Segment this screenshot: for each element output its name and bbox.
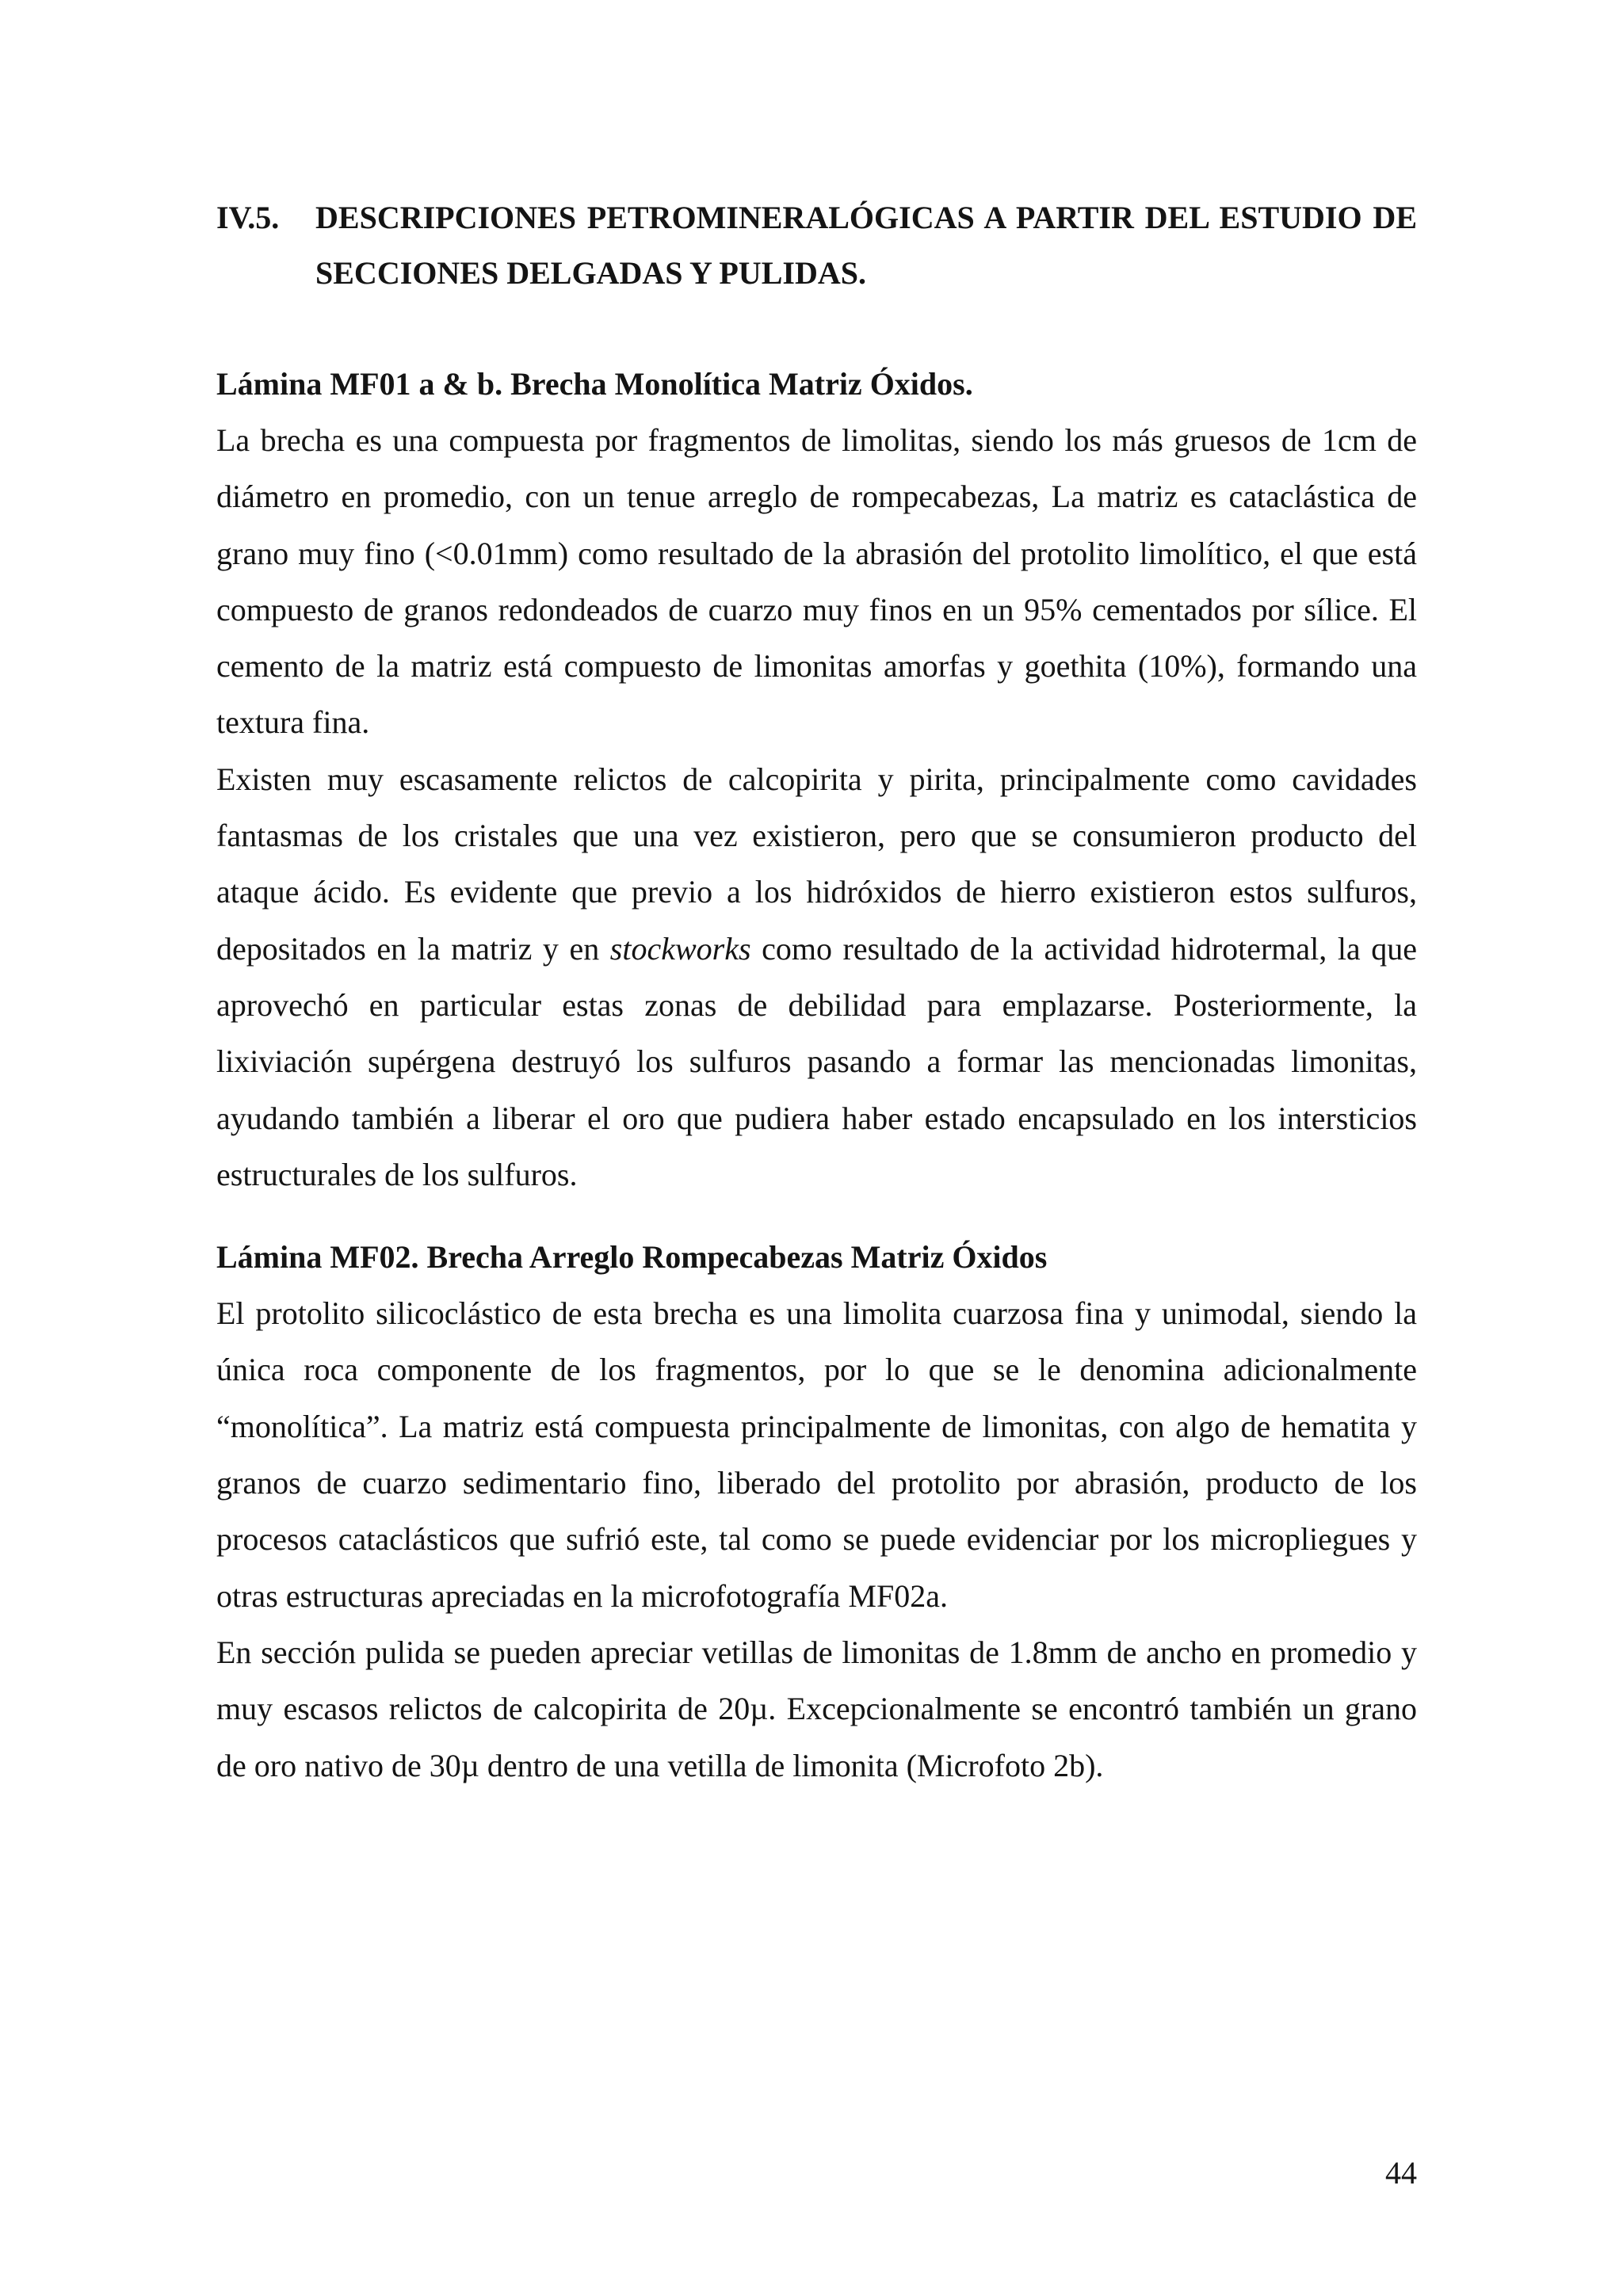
- lamina-mf01-paragraph-2-end: como resultado de la actividad hidrotermal, la que aprovechó en particular estas zonas de debilidad para emplazarse. Posteriormente, la lixiviación supérgena destruyó los sulfuros pasando a formar las mencionadas limonitas, ayudando también a liberar el oro que pudiera haber estado encapsulado en los intersticios estructurales de los sulfuros.: [216, 930, 1417, 1192]
- stockworks-term: stockworks: [609, 930, 751, 967]
- section-number: IV.5.: [216, 200, 280, 235]
- section-title: DESCRIPCIONES PETROMINERALÓGICAS A PARTIR DEL ESTUDIO DE SECCIONES DELGADAS Y PULIDAS.: [315, 200, 1417, 291]
- page-number: 44: [1385, 2155, 1417, 2191]
- lamina-mf02-paragraph-2: En sección pulida se pueden apreciar vetillas de limonitas de 1.8mm de ancho en promedio y muy escasos relictos de calcopirita de 20µ. Excepcionalmente se encontró también un grano de oro nativo de 30µ dentro de una vetilla de limonita (Microfoto 2b).: [216, 1634, 1417, 1783]
- lamina-mf02-paragraph-1: El protolito silicoclástico de esta brecha es una limolita cuarzosa fina y unimodal, siendo la única roca componente de los fragmentos, por lo que se le denomina adicionalmente “monolítica”. La matriz está compuesta principalmente de limonitas, con algo de hematita y granos de cuarzo sedimentario fino, liberado del protolito por abrasión, producto de los procesos cataclásticos que sufrió este, tal como se puede evidenciar por los micropliegues y otras estructuras apreciadas en la microfotografía MF02a.: [216, 1295, 1417, 1614]
- lamina-mf01-paragraph-2-start: Existen muy escasamente relictos de calcopirita y pirita, principalmente como cavidades fantasmas de los cristales que una vez existieron, pero que se consumieron producto del ataque ácido. Es evidente que previo a los hidróxidos de hierro existieron estos sulfuros, depositados en la matriz y en: [216, 761, 1417, 967]
- lamina-mf01-paragraph-1: La brecha es una compuesta por fragmentos de limolitas, siendo los más gruesos de 1cm de diámetro en promedio, con un tenue arreglo de rompecabezas, La matriz es cataclástica de grano muy fino (<0.01mm) como resultado de la abrasión del protolito limolítico, el que está compuesto de granos redondeados de cuarzo muy finos en un 95% cementados por sílice. El cemento de la matriz está compuesto de limonitas amorfas y goethita (10%), formando una textura fina.: [216, 422, 1417, 741]
- page-content: [216, 190, 1417, 1794]
- section-heading: [216, 190, 1417, 301]
- lamina-mf01-paragraph-2: [216, 751, 1417, 1203]
- lamina-mf01-heading: Lámina MF01 a & b. Brecha Monolítica Matriz Óxidos.: [216, 366, 973, 402]
- lamina-mf02-heading: Lámina MF02. Brecha Arreglo Rompecabezas Matriz Óxidos: [216, 1239, 1048, 1276]
